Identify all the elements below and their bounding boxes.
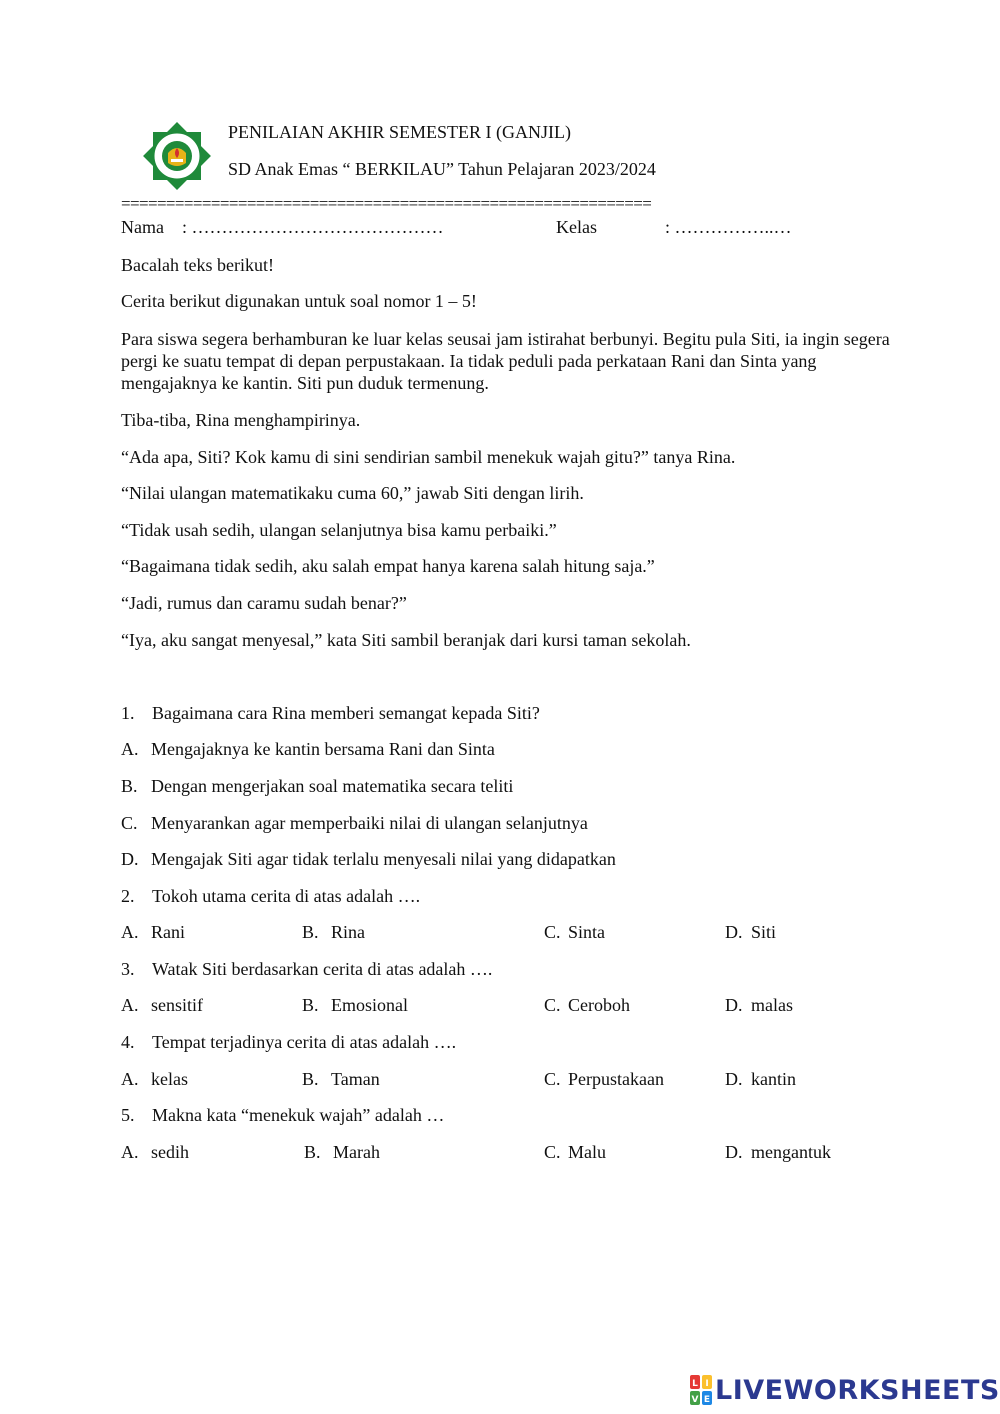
instruction-scope: Cerita berikut digunakan untuk soal nomor 1 – 5! (121, 291, 477, 311)
option-text[interactable]: Emosional (331, 995, 408, 1015)
option-text[interactable]: Rani (151, 922, 185, 942)
option-text[interactable]: malas (751, 995, 793, 1015)
option-text[interactable]: kantin (751, 1069, 796, 1089)
option-letter: D. (725, 995, 743, 1015)
school-logo (140, 119, 214, 193)
story-line: “Ada apa, Siti? Kok kamu di sini sendirian sambil menekuk wajah gitu?” tanya Rina. (121, 447, 736, 467)
option-text[interactable]: Menyarankan agar memperbaiki nilai di ulangan selanjutnya (151, 813, 588, 833)
question-2-text: Tokoh utama cerita di atas adalah …. (152, 886, 421, 906)
option-text[interactable]: Mengajaknya ke kantin bersama Rani dan Sinta (151, 739, 495, 759)
story-line: “Nilai ulangan matematikaku cuma 60,” jawab Siti dengan lirih. (121, 483, 584, 503)
question-3-text: Watak Siti berdasarkan cerita di atas adalah …. (152, 959, 493, 979)
option-letter: B. (121, 776, 138, 796)
option-letter: B. (302, 1069, 319, 1089)
svg-text:I: I (705, 1379, 709, 1389)
school-subtitle: SD Anak Emas “ BERKILAU” Tahun Pelajaran 2023/2024 (228, 159, 656, 179)
option-letter: A. (121, 995, 139, 1015)
name-field[interactable]: : …………………………………… (182, 217, 444, 237)
instruction-read: Bacalah teks berikut! (121, 255, 274, 275)
option-text[interactable]: Dengan mengerjakan soal matematika secara teliti (151, 776, 514, 796)
svg-text:V: V (691, 1395, 699, 1405)
option-text[interactable]: Taman (331, 1069, 380, 1089)
story-line: “Jadi, rumus dan caramu sudah benar?” (121, 593, 407, 613)
option-text[interactable]: Siti (751, 922, 777, 942)
option-letter: B. (302, 922, 319, 942)
option-letter: B. (304, 1142, 321, 1162)
story-line: “Tidak usah sedih, ulangan selanjutnya bisa kamu perbaiki.” (121, 520, 557, 540)
option-text[interactable]: sensitif (151, 995, 203, 1015)
watermark-text: LIVEWORKSHEETS (715, 1374, 1000, 1406)
exam-title: PENILAIAN AKHIR SEMESTER I (GANJIL) (228, 122, 571, 142)
question-5-number: 5. (121, 1105, 135, 1125)
option-letter: B. (302, 995, 319, 1015)
question-3-number: 3. (121, 959, 135, 979)
story-paragraph: Para siswa segera berhamburan ke luar kelas seusai jam istirahat berbunyi. Begitu pula Siti, ia ingin segera pergi ke suatu tempat di depan perpustakaan. Ia tidak peduli pada perkataan Rani dan Sinta yang mengajaknya ke kantin. Siti pun duduk termenung. (121, 329, 890, 393)
question-2-number: 2. (121, 886, 135, 906)
question-1-number: 1. (121, 703, 135, 723)
option-letter: C. (544, 995, 561, 1015)
option-letter: A. (121, 739, 139, 759)
option-letter: D. (121, 849, 139, 869)
svg-text:E: E (703, 1395, 711, 1405)
option-letter: D. (725, 1142, 743, 1162)
option-text[interactable]: Perpustakaan (568, 1069, 664, 1089)
header-separator: =========================================================== (121, 194, 652, 213)
question-4-number: 4. (121, 1032, 135, 1052)
option-text[interactable]: Malu (568, 1142, 606, 1162)
class-field[interactable]: : ……………..… (665, 217, 792, 237)
question-4-text: Tempat terjadinya cerita di atas adalah …. (152, 1032, 457, 1052)
liveworksheets-logo-icon (690, 1375, 712, 1405)
option-letter: C. (544, 1069, 561, 1089)
option-letter: C. (544, 1142, 561, 1162)
option-letter: C. (544, 922, 561, 942)
story-line: Tiba-tiba, Rina menghampirinya. (121, 410, 361, 430)
option-letter: A. (121, 1069, 139, 1089)
class-label: Kelas (556, 217, 597, 237)
option-text[interactable]: Marah (333, 1142, 380, 1162)
story-line: “Bagaimana tidak sedih, aku salah empat hanya karena salah hitung saja.” (121, 556, 655, 576)
question-1-text: Bagaimana cara Rina memberi semangat kepada Siti? (152, 703, 540, 723)
name-label: Nama (121, 217, 164, 237)
option-text[interactable]: kelas (151, 1069, 188, 1089)
svg-text:L: L (692, 1379, 698, 1389)
option-letter: D. (725, 1069, 743, 1089)
option-letter: D. (725, 922, 743, 942)
option-letter: C. (121, 813, 138, 833)
option-text[interactable]: Sinta (568, 922, 606, 942)
option-text[interactable]: mengantuk (751, 1142, 831, 1162)
option-letter: A. (121, 1142, 139, 1162)
question-5-text: Makna kata “menekuk wajah” adalah … (152, 1105, 445, 1125)
option-text[interactable]: Mengajak Siti agar tidak terlalu menyesali nilai yang didapatkan (151, 849, 616, 869)
option-text[interactable]: sedih (151, 1142, 189, 1162)
school-logo-icon (140, 119, 214, 193)
option-letter: A. (121, 922, 139, 942)
option-text[interactable]: Rina (331, 922, 365, 942)
story-line: “Iya, aku sangat menyesal,” kata Siti sambil beranjak dari kursi taman sekolah. (121, 630, 691, 650)
option-text[interactable]: Ceroboh (568, 995, 630, 1015)
liveworksheets-watermark[interactable] (690, 1372, 1000, 1408)
